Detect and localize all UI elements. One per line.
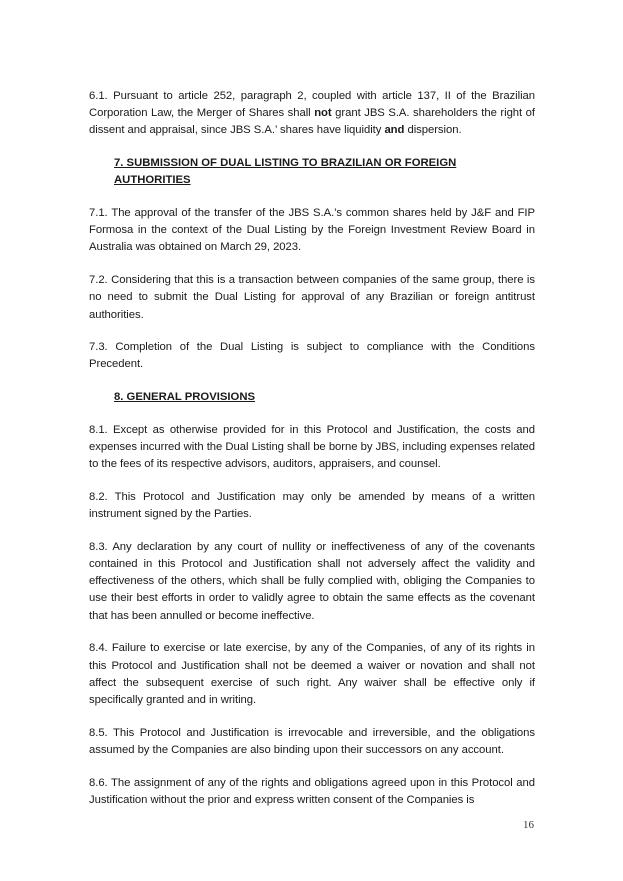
paragraph-6-1-bold-and: and: [384, 124, 405, 137]
paragraph-8-2: 8.2. This Protocol and Justification may only be amended by means of a written instrument signed by the Parties.: [89, 490, 535, 521]
document-body: [89, 88, 535, 825]
paragraph-8-1: 8.1. Except as otherwise provided for in this Protocol and Justification, the costs and expenses incurred with the Dual Listing shall be borne by JBS, including expenses related to the fees of its respective advisors, auditors, appraisers, and counsel.: [89, 423, 535, 471]
paragraph-6-1-part-a: 6.1. Pursuant to article 252, paragraph 2, coupled with article 137, II of the Brazilian Corporation Law, the Merger of Shares shall: [89, 90, 535, 120]
paragraph-7-3: 7.3. Completion of the Dual Listing is subject to compliance with the Conditions Precedent.: [89, 341, 535, 371]
paragraph-6-1: [89, 88, 535, 140]
paragraph-7-2: 7.2. Considering that this is a transaction between companies of the same group, there is no need to submit the Dual Listing for approval of any Brazilian or foreign antitrust authorities.: [89, 274, 535, 321]
section-heading-8: 8. GENERAL PROVISIONS: [114, 391, 256, 404]
page-number: 16: [523, 819, 534, 831]
paragraph-7-1: 7.1. The approval of the transfer of the JBS S.A.’s common shares held by J&F and FIP Formosa in the context of the Dual Listing by the Foreign Investment Review Board in Australia was obtained on March 29, 2023.: [89, 207, 535, 254]
section-heading-7: 7. SUBMISSION OF DUAL LISTING TO BRAZILIAN OR FOREIGN AUTHORITIES: [114, 157, 457, 187]
paragraph-6-1-part-e: dispersion.: [404, 124, 462, 137]
paragraph-8-4: 8.4. Failure to exercise or late exercise, by any of the Companies, of any of its rights in this Protocol and Justification shall not be deemed a waiver or novation and shall not affect the subsequent exercise of such right. Any waiver shall be effective only if specifically granted and in writing.: [89, 642, 535, 706]
paragraph-8-5: 8.5. This Protocol and Justification is irrevocable and irreversible, and the obligations assumed by the Companies are also binding upon their successors on any account.: [89, 726, 535, 756]
paragraph-8-6: 8.6. The assignment of any of the rights and obligations agreed upon in this Protocol and Justification without the prior and express written consent of the Companies is: [89, 776, 535, 806]
paragraph-8-3: 8.3. Any declaration by any court of nullity or ineffectiveness of any of the covenants contained in this Protocol and Justification shall not adversely affect the validity and effectiveness of the others, which shall be fully complied with, obliging the Companies to use their best efforts in order to validly agree to obtain the same effects as the covenant that has been annulled or become ineffective.: [89, 540, 535, 622]
paragraph-6-1-part-c: grant JBS S.A. shareholders the right of dissent and appraisal, since JBS S.A.’ shares have liquidity: [89, 107, 535, 137]
paragraph-6-1-bold-not: not: [314, 107, 332, 120]
